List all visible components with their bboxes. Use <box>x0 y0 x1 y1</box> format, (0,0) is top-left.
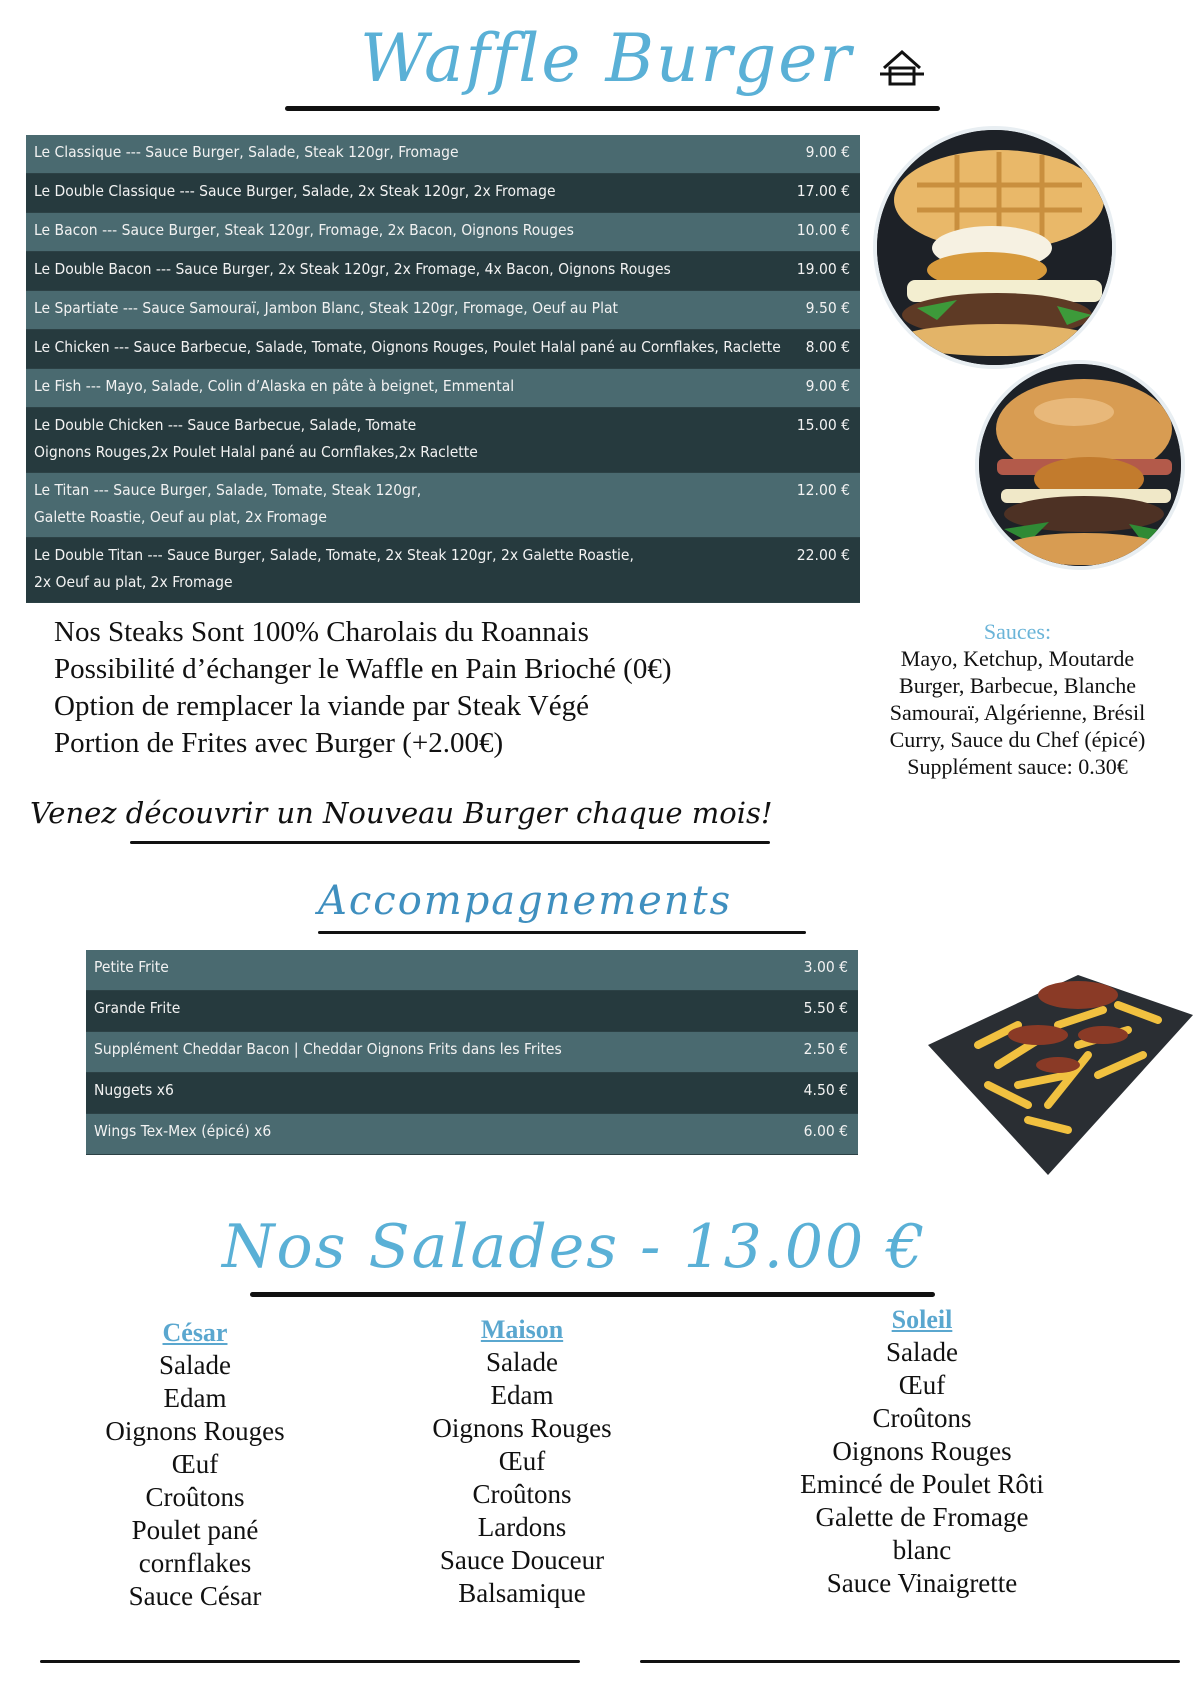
item-description: Le Spartiate --- Sauce Samouraï, Jambon Blanc, Steak 120gr, Fromage, Oeuf au Plat <box>34 299 618 317</box>
salad-ingredient: Sauce César <box>128 1581 262 1611</box>
salad-name: Soleil <box>891 1305 953 1334</box>
salads-title-underline <box>250 1292 935 1297</box>
salads-section-title: Nos Salades - 13.00 € <box>222 1212 927 1282</box>
salad-ingredient: Sauce Douceur <box>439 1545 605 1575</box>
item-price: 5.50 € <box>803 999 848 1017</box>
burger-menu-table <box>26 135 860 603</box>
item-description: Petite Frite <box>94 958 169 976</box>
salad-ingredient: Edam <box>163 1383 227 1413</box>
menu-row <box>26 538 860 603</box>
item-description: Grande Frite <box>94 999 181 1017</box>
menu-row <box>26 408 860 473</box>
menu-row <box>26 473 860 538</box>
house-icon[interactable] <box>880 48 924 88</box>
salad-ingredient: Oignons Rouges <box>832 1436 1012 1466</box>
salad-soleil <box>757 1303 1087 1600</box>
menu-row <box>26 213 860 252</box>
menu-row <box>86 1114 858 1155</box>
item-price: 9.00 € <box>805 377 850 395</box>
info-line: Portion de Frites avec Burger (+2.00€) <box>54 727 504 759</box>
item-price: 3.00 € <box>803 958 848 976</box>
salad-ingredient: Croûtons <box>145 1482 245 1512</box>
menu-row <box>26 252 860 291</box>
salad-ingredient: Salade <box>486 1347 558 1377</box>
item-description: Wings Tex-Mex (épicé) x6 <box>94 1122 272 1140</box>
menu-row <box>26 369 860 408</box>
title-underline <box>285 106 940 111</box>
salad-ingredient: Balsamique <box>458 1578 586 1608</box>
item-price: 22.00 € <box>796 546 850 564</box>
sauces-line: Burger, Barbecue, Blanche <box>899 673 1136 698</box>
salad-ingredient: Oignons Rouges <box>105 1416 285 1446</box>
salad-ingredient: Salade <box>159 1350 231 1380</box>
item-price: 10.00 € <box>796 221 850 239</box>
item-price: 8.00 € <box>805 338 850 356</box>
salad-ingredient: Croûtons <box>872 1403 972 1433</box>
menu-row <box>26 330 860 369</box>
sauces-box <box>845 618 1190 780</box>
salad-maison <box>357 1313 687 1610</box>
menu-row <box>86 1073 858 1114</box>
sauces-title: Sauces: <box>983 619 1052 644</box>
salad-ingredient: Oignons Rouges <box>432 1413 612 1443</box>
salad-ingredient: Œuf <box>898 1370 946 1400</box>
item-price: 2.50 € <box>803 1040 848 1058</box>
slogan-underline <box>130 841 770 844</box>
item-description: Le Fish --- Mayo, Salade, Colin d’Alaska en pâte à beignet, Emmental <box>34 377 515 395</box>
salad-ingredient: Œuf <box>498 1446 546 1476</box>
item-price: 19.00 € <box>796 260 850 278</box>
sauces-line: Curry, Sauce du Chef (épicé) <box>889 727 1146 752</box>
waffle-burger-photo <box>873 126 1116 369</box>
salad-ingredient: Salade <box>886 1337 958 1367</box>
item-description: Le Chicken --- Sauce Barbecue, Salade, Tomate, Oignons Rouges, Poulet Halal pané au Cornflakes, Raclette <box>34 338 781 356</box>
item-price: 9.50 € <box>805 299 850 317</box>
item-price: 12.00 € <box>796 481 850 499</box>
menu-row <box>26 174 860 213</box>
bottom-divider-right <box>640 1660 1180 1663</box>
salad-cesar <box>30 1316 360 1613</box>
fries-photo <box>928 935 1193 1175</box>
item-description: Nuggets x6 <box>94 1081 174 1099</box>
sides-section-title: Accompagnements <box>318 878 733 924</box>
salad-ingredient: Galette de Fromage <box>815 1502 1029 1532</box>
menu-row <box>86 991 858 1032</box>
slogan: Venez découvrir un Nouveau Burger chaque mois! <box>30 796 773 830</box>
sides-menu-table <box>86 950 858 1155</box>
brioche-burger-photo <box>975 360 1185 570</box>
item-description: Le Double Bacon --- Sauce Burger, 2x Steak 120gr, 2x Fromage, 4x Bacon, Oignons Rouges <box>34 260 671 278</box>
salad-ingredient: Poulet pané <box>131 1515 259 1545</box>
item-description: Le Bacon --- Sauce Burger, Steak 120gr, Fromage, 2x Bacon, Oignons Rouges <box>34 221 574 239</box>
salad-name: Maison <box>480 1315 564 1344</box>
burger-info <box>54 614 834 762</box>
item-description: Le Classique --- Sauce Burger, Salade, Steak 120gr, Fromage <box>34 143 459 161</box>
item-price: 15.00 € <box>796 416 850 434</box>
sauces-line: Samouraï, Algérienne, Brésil <box>889 700 1146 725</box>
item-price: 9.00 € <box>805 143 850 161</box>
burger-section-title: Waffle Burger <box>360 20 853 97</box>
item-description: Le Titan --- Sauce Burger, Salade, Tomate, Steak 120gr, Galette Roastie, Oeuf au plat, 2x Fromage <box>34 481 422 526</box>
menu-row <box>26 291 860 330</box>
salad-ingredient: blanc <box>892 1535 952 1565</box>
item-description: Le Double Titan --- Sauce Burger, Salade, Tomate, 2x Steak 120gr, 2x Galette Roastie, 2x Oeuf au plat, 2x Fromage <box>34 546 634 591</box>
item-price: 4.50 € <box>803 1081 848 1099</box>
salad-ingredient: Œuf <box>171 1449 219 1479</box>
menu-row <box>86 950 858 991</box>
salad-ingredient: Lardons <box>477 1512 567 1542</box>
sauces-line: Mayo, Ketchup, Moutarde <box>900 646 1135 671</box>
item-description: Le Double Chicken --- Sauce Barbecue, Salade, Tomate Oignons Rouges,2x Poulet Halal pané au Cornflakes,2x Raclette <box>34 416 478 461</box>
item-price: 17.00 € <box>796 182 850 200</box>
info-line: Option de remplacer la viande par Steak Végé <box>54 690 589 722</box>
info-line: Possibilité d’échanger le Waffle en Pain Brioché (0€) <box>54 653 672 685</box>
sauces-line: Supplément sauce: 0.30€ <box>907 754 1128 779</box>
salad-ingredient: Sauce Vinaigrette <box>826 1568 1018 1598</box>
menu-row <box>86 1032 858 1073</box>
bottom-divider-left <box>40 1660 580 1663</box>
sides-title-underline <box>318 931 806 934</box>
menu-row <box>26 135 860 174</box>
item-description: Le Double Classique --- Sauce Burger, Salade, 2x Steak 120gr, 2x Fromage <box>34 182 556 200</box>
salad-name: César <box>162 1318 228 1347</box>
salad-ingredient: cornflakes <box>138 1548 252 1578</box>
item-description: Supplément Cheddar Bacon | Cheddar Oignons Frits dans les Frites <box>94 1040 562 1058</box>
info-line: Nos Steaks Sont 100% Charolais du Roannais <box>54 616 589 648</box>
salad-ingredient: Emincé de Poulet Rôti <box>800 1469 1044 1499</box>
salad-ingredient: Croûtons <box>472 1479 572 1509</box>
item-price: 6.00 € <box>803 1122 848 1140</box>
salad-ingredient: Edam <box>490 1380 554 1410</box>
